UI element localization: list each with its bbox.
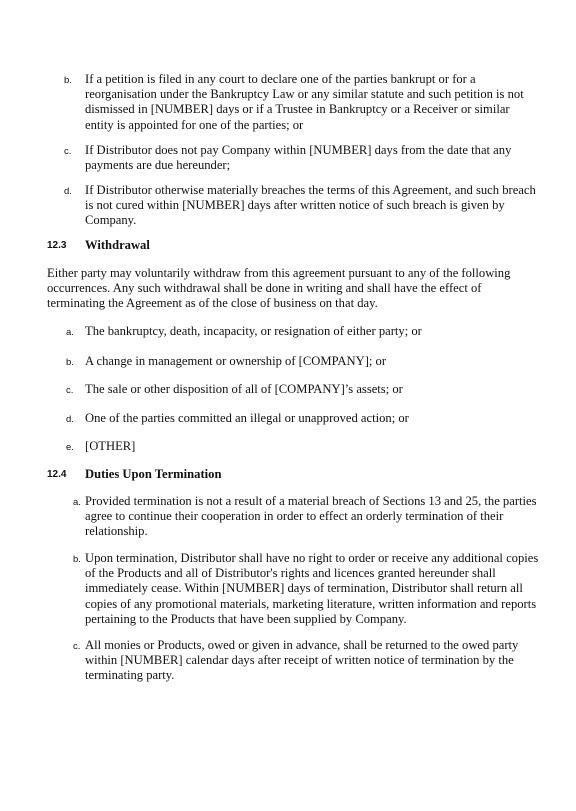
list-item-text: If Distributor does not pay Company within [NUMBER] days from the date that any payments are due hereunder; <box>85 143 512 173</box>
list-marker: d. <box>64 186 72 197</box>
list-marker: c. <box>73 641 81 652</box>
section-intro: Either party may voluntarily withdraw from this agreement pursuant to any of the following occurrences. Any such withdrawal shall be done in writing and shall have the effect of terminating the Agreement as of the close of business on that day. <box>47 266 511 311</box>
list-marker: a. <box>66 327 74 338</box>
list-item-text: A change in management or ownership of [COMPANY]; or <box>85 354 387 368</box>
list-item-text: If Distributor otherwise materially breaches the terms of this Agreement, and such breach is not cured within [NUMBER] days after written notice of such breach is given by Company. <box>85 183 536 228</box>
list-marker: c. <box>66 385 74 396</box>
list-item-text: [OTHER] <box>85 439 136 453</box>
section-title: Withdrawal <box>85 238 150 252</box>
list-marker: c. <box>64 146 72 157</box>
list-item-text: The sale or other disposition of all of [COMPANY]’s assets; or <box>85 382 403 396</box>
list-item-text: One of the parties committed an illegal or unapproved action; or <box>85 411 409 425</box>
section-number: 12.4 <box>47 469 67 480</box>
section-number: 12.3 <box>47 240 67 251</box>
list-marker: b. <box>73 554 81 565</box>
list-marker: e. <box>66 442 74 453</box>
section-title: Duties Upon Termination <box>85 467 222 481</box>
list-marker: b. <box>64 75 72 86</box>
list-marker: b. <box>66 357 74 368</box>
list-marker: a. <box>73 497 81 508</box>
list-item-text: Upon termination, Distributor shall have no right to order or receive any additional copies of the Products and all of Distributor's rights and licences granted hereunder shall immediately cease. Within [NUMBER] days of termination, Distributor shall return all copies of any promotional materials, marketing literature, written information and reports pertaining to the Products that have been supplied by Company. <box>85 551 539 626</box>
list-marker: d. <box>66 414 74 425</box>
list-item-text: If a petition is filed in any court to declare one of the parties bankrupt or for a reorganisation under the Bankruptcy Law or any similar statute and such petition is not dismissed in [NUMBER] days or if a Trustee in Bankruptcy or a Receiver or similar entity is appointed for one of the parties; or <box>85 72 524 132</box>
list-item-text: All monies or Products, owed or given in advance, shall be returned to the owed party within [NUMBER] calendar days after receipt of written notice of termination by the terminating party. <box>85 638 519 683</box>
list-item-text: Provided termination is not a result of a material breach of Sections 13 and 25, the parties agree to continue their cooperation in order to effect an orderly termination of their relationship. <box>85 494 537 539</box>
list-item-text: The bankruptcy, death, incapacity, or resignation of either party; or <box>85 324 422 338</box>
